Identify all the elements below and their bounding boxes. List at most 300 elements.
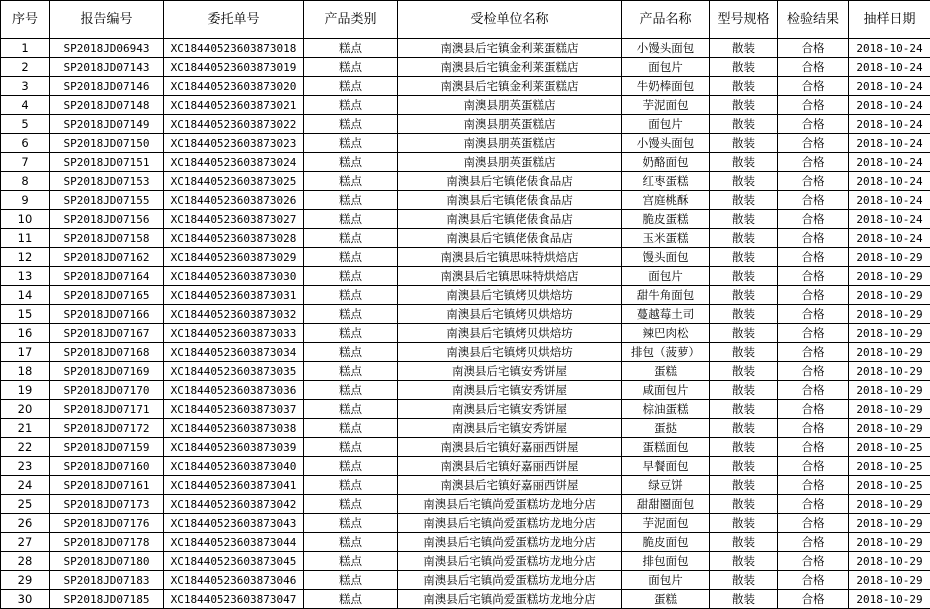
cell-category: 糕点 xyxy=(304,514,398,533)
cell-unit-name: 南澳县后宅镇好嘉丽西饼屋 xyxy=(398,438,622,457)
cell-unit-name: 南澳县后宅镇金利莱蛋糕店 xyxy=(398,77,622,96)
cell-product-name: 面包片 xyxy=(622,58,710,77)
cell-seq: 16 xyxy=(1,324,50,343)
cell-sample-date: 2018-10-24 xyxy=(849,229,930,248)
cell-entrust-no: XC18440523603873034 xyxy=(164,343,304,362)
cell-spec: 散装 xyxy=(710,552,778,571)
cell-category: 糕点 xyxy=(304,438,398,457)
cell-entrust-no: XC18440523603873021 xyxy=(164,96,304,115)
header-spec: 型号规格 xyxy=(710,1,778,39)
cell-entrust-no: XC18440523603873020 xyxy=(164,77,304,96)
table-row xyxy=(1,77,930,96)
cell-result: 合格 xyxy=(778,96,849,115)
cell-product-name: 脆皮蛋糕 xyxy=(622,210,710,229)
cell-sample-date: 2018-10-29 xyxy=(849,533,930,552)
cell-entrust-no: XC18440523603873044 xyxy=(164,533,304,552)
cell-sample-date: 2018-10-24 xyxy=(849,210,930,229)
cell-result: 合格 xyxy=(778,229,849,248)
cell-entrust-no: XC18440523603873042 xyxy=(164,495,304,514)
table-row xyxy=(1,476,930,495)
cell-product-name: 辣巴肉松 xyxy=(622,324,710,343)
cell-result: 合格 xyxy=(778,495,849,514)
cell-category: 糕点 xyxy=(304,305,398,324)
cell-spec: 散装 xyxy=(710,362,778,381)
cell-result: 合格 xyxy=(778,514,849,533)
cell-unit-name: 南澳县后宅镇烤贝烘焙坊 xyxy=(398,286,622,305)
cell-seq: 13 xyxy=(1,267,50,286)
cell-report-no: SP2018JD07153 xyxy=(50,172,164,191)
cell-category: 糕点 xyxy=(304,400,398,419)
cell-seq: 24 xyxy=(1,476,50,495)
cell-result: 合格 xyxy=(778,457,849,476)
cell-entrust-no: XC18440523603873045 xyxy=(164,552,304,571)
cell-spec: 散装 xyxy=(710,590,778,609)
cell-unit-name: 南澳县后宅镇思味特烘焙店 xyxy=(398,248,622,267)
cell-report-no: SP2018JD07169 xyxy=(50,362,164,381)
cell-seq: 2 xyxy=(1,58,50,77)
cell-result: 合格 xyxy=(778,533,849,552)
cell-category: 糕点 xyxy=(304,58,398,77)
cell-report-no: SP2018JD07164 xyxy=(50,267,164,286)
cell-product-name: 脆皮面包 xyxy=(622,533,710,552)
cell-product-name: 甜甜圈面包 xyxy=(622,495,710,514)
cell-spec: 散装 xyxy=(710,267,778,286)
cell-unit-name: 南澳县朋英蛋糕店 xyxy=(398,153,622,172)
cell-result: 合格 xyxy=(778,286,849,305)
cell-seq: 10 xyxy=(1,210,50,229)
cell-result: 合格 xyxy=(778,58,849,77)
cell-unit-name: 南澳县后宅镇佬俵食品店 xyxy=(398,191,622,210)
cell-unit-name: 南澳县后宅镇佬俵食品店 xyxy=(398,210,622,229)
cell-product-name: 甜牛角面包 xyxy=(622,286,710,305)
table-row xyxy=(1,96,930,115)
cell-spec: 散装 xyxy=(710,153,778,172)
cell-seq: 21 xyxy=(1,419,50,438)
cell-unit-name: 南澳县后宅镇尚爱蛋糕坊龙地分店 xyxy=(398,590,622,609)
cell-spec: 散装 xyxy=(710,191,778,210)
cell-category: 糕点 xyxy=(304,362,398,381)
cell-product-name: 蛋糕 xyxy=(622,362,710,381)
cell-spec: 散装 xyxy=(710,39,778,58)
cell-unit-name: 南澳县后宅镇烤贝烘焙坊 xyxy=(398,305,622,324)
cell-seq: 11 xyxy=(1,229,50,248)
cell-entrust-no: XC18440523603873031 xyxy=(164,286,304,305)
cell-entrust-no: XC18440523603873047 xyxy=(164,590,304,609)
cell-product-name: 蛋挞 xyxy=(622,419,710,438)
cell-seq: 5 xyxy=(1,115,50,134)
cell-product-name: 小馒头面包 xyxy=(622,39,710,58)
cell-product-name: 排包面包 xyxy=(622,552,710,571)
cell-result: 合格 xyxy=(778,115,849,134)
cell-product-name: 排包（菠萝） xyxy=(622,343,710,362)
cell-entrust-no: XC18440523603873028 xyxy=(164,229,304,248)
cell-sample-date: 2018-10-24 xyxy=(849,115,930,134)
cell-sample-date: 2018-10-29 xyxy=(849,419,930,438)
cell-category: 糕点 xyxy=(304,77,398,96)
cell-product-name: 芋泥面包 xyxy=(622,514,710,533)
cell-spec: 散装 xyxy=(710,248,778,267)
table-row xyxy=(1,457,930,476)
table-row xyxy=(1,210,930,229)
table-row xyxy=(1,172,930,191)
cell-spec: 散装 xyxy=(710,400,778,419)
cell-seq: 20 xyxy=(1,400,50,419)
cell-unit-name: 南澳县朋英蛋糕店 xyxy=(398,134,622,153)
cell-sample-date: 2018-10-29 xyxy=(849,495,930,514)
cell-sample-date: 2018-10-24 xyxy=(849,39,930,58)
cell-result: 合格 xyxy=(778,39,849,58)
cell-entrust-no: XC18440523603873032 xyxy=(164,305,304,324)
cell-unit-name: 南澳县后宅镇安秀饼屋 xyxy=(398,362,622,381)
table-row xyxy=(1,400,930,419)
cell-product-name: 宫庭桃酥 xyxy=(622,191,710,210)
cell-category: 糕点 xyxy=(304,115,398,134)
cell-category: 糕点 xyxy=(304,533,398,552)
cell-spec: 散装 xyxy=(710,381,778,400)
cell-unit-name: 南澳县后宅镇烤贝烘焙坊 xyxy=(398,324,622,343)
cell-result: 合格 xyxy=(778,571,849,590)
cell-entrust-no: XC18440523603873018 xyxy=(164,39,304,58)
cell-product-name: 红枣蛋糕 xyxy=(622,172,710,191)
cell-category: 糕点 xyxy=(304,153,398,172)
cell-entrust-no: XC18440523603873037 xyxy=(164,400,304,419)
cell-seq: 18 xyxy=(1,362,50,381)
cell-spec: 散装 xyxy=(710,172,778,191)
cell-unit-name: 南澳县后宅镇安秀饼屋 xyxy=(398,419,622,438)
cell-unit-name: 南澳县后宅镇尚爱蛋糕坊龙地分店 xyxy=(398,571,622,590)
cell-result: 合格 xyxy=(778,438,849,457)
cell-unit-name: 南澳县后宅镇好嘉丽西饼屋 xyxy=(398,457,622,476)
cell-product-name: 芋泥面包 xyxy=(622,96,710,115)
cell-sample-date: 2018-10-25 xyxy=(849,438,930,457)
cell-seq: 9 xyxy=(1,191,50,210)
cell-product-name: 蛋糕面包 xyxy=(622,438,710,457)
cell-sample-date: 2018-10-24 xyxy=(849,96,930,115)
cell-category: 糕点 xyxy=(304,590,398,609)
cell-seq: 1 xyxy=(1,39,50,58)
cell-category: 糕点 xyxy=(304,324,398,343)
cell-seq: 22 xyxy=(1,438,50,457)
cell-entrust-no: XC18440523603873030 xyxy=(164,267,304,286)
cell-result: 合格 xyxy=(778,419,849,438)
cell-report-no: SP2018JD07172 xyxy=(50,419,164,438)
cell-seq: 27 xyxy=(1,533,50,552)
table-row xyxy=(1,381,930,400)
cell-report-no: SP2018JD07146 xyxy=(50,77,164,96)
cell-result: 合格 xyxy=(778,381,849,400)
cell-category: 糕点 xyxy=(304,381,398,400)
cell-result: 合格 xyxy=(778,552,849,571)
cell-sample-date: 2018-10-29 xyxy=(849,248,930,267)
cell-seq: 7 xyxy=(1,153,50,172)
cell-entrust-no: XC18440523603873043 xyxy=(164,514,304,533)
cell-unit-name: 南澳县后宅镇尚爱蛋糕坊龙地分店 xyxy=(398,552,622,571)
cell-sample-date: 2018-10-25 xyxy=(849,476,930,495)
cell-seq: 12 xyxy=(1,248,50,267)
cell-category: 糕点 xyxy=(304,248,398,267)
cell-category: 糕点 xyxy=(304,96,398,115)
cell-sample-date: 2018-10-24 xyxy=(849,172,930,191)
cell-sample-date: 2018-10-24 xyxy=(849,58,930,77)
cell-sample-date: 2018-10-24 xyxy=(849,134,930,153)
table-row xyxy=(1,267,930,286)
cell-spec: 散装 xyxy=(710,58,778,77)
table-row xyxy=(1,438,930,457)
cell-spec: 散装 xyxy=(710,286,778,305)
cell-sample-date: 2018-10-29 xyxy=(849,590,930,609)
table-row xyxy=(1,58,930,77)
cell-product-name: 馒头面包 xyxy=(622,248,710,267)
cell-unit-name: 南澳县后宅镇金利莱蛋糕店 xyxy=(398,58,622,77)
cell-category: 糕点 xyxy=(304,571,398,590)
cell-category: 糕点 xyxy=(304,39,398,58)
header-product-name: 产品名称 xyxy=(622,1,710,39)
cell-result: 合格 xyxy=(778,172,849,191)
table-row xyxy=(1,191,930,210)
cell-spec: 散装 xyxy=(710,305,778,324)
cell-category: 糕点 xyxy=(304,229,398,248)
cell-report-no: SP2018JD07148 xyxy=(50,96,164,115)
cell-unit-name: 南澳县后宅镇佬俵食品店 xyxy=(398,229,622,248)
table-row xyxy=(1,324,930,343)
cell-product-name: 蛋糕 xyxy=(622,590,710,609)
cell-category: 糕点 xyxy=(304,495,398,514)
table-row xyxy=(1,495,930,514)
cell-report-no: SP2018JD07151 xyxy=(50,153,164,172)
cell-product-name: 玉米蛋糕 xyxy=(622,229,710,248)
cell-entrust-no: XC18440523603873023 xyxy=(164,134,304,153)
cell-entrust-no: XC18440523603873038 xyxy=(164,419,304,438)
cell-seq: 17 xyxy=(1,343,50,362)
cell-category: 糕点 xyxy=(304,552,398,571)
cell-unit-name: 南澳县后宅镇思味特烘焙店 xyxy=(398,267,622,286)
cell-report-no: SP2018JD07167 xyxy=(50,324,164,343)
cell-spec: 散装 xyxy=(710,514,778,533)
cell-spec: 散装 xyxy=(710,533,778,552)
cell-entrust-no: XC18440523603873040 xyxy=(164,457,304,476)
cell-category: 糕点 xyxy=(304,286,398,305)
cell-seq: 4 xyxy=(1,96,50,115)
cell-sample-date: 2018-10-29 xyxy=(849,514,930,533)
cell-entrust-no: XC18440523603873029 xyxy=(164,248,304,267)
table-row xyxy=(1,115,930,134)
cell-seq: 23 xyxy=(1,457,50,476)
cell-sample-date: 2018-10-24 xyxy=(849,191,930,210)
cell-category: 糕点 xyxy=(304,191,398,210)
cell-sample-date: 2018-10-29 xyxy=(849,343,930,362)
cell-seq: 8 xyxy=(1,172,50,191)
cell-report-no: SP2018JD07162 xyxy=(50,248,164,267)
table-row xyxy=(1,419,930,438)
cell-category: 糕点 xyxy=(304,210,398,229)
table-row xyxy=(1,533,930,552)
cell-spec: 散装 xyxy=(710,476,778,495)
table-row xyxy=(1,362,930,381)
table-row xyxy=(1,39,930,58)
cell-report-no: SP2018JD07183 xyxy=(50,571,164,590)
cell-entrust-no: XC18440523603873035 xyxy=(164,362,304,381)
cell-sample-date: 2018-10-29 xyxy=(849,324,930,343)
cell-spec: 散装 xyxy=(710,495,778,514)
cell-entrust-no: XC18440523603873041 xyxy=(164,476,304,495)
cell-product-name: 早餐面包 xyxy=(622,457,710,476)
cell-report-no: SP2018JD07180 xyxy=(50,552,164,571)
table-row xyxy=(1,343,930,362)
cell-spec: 散装 xyxy=(710,210,778,229)
cell-sample-date: 2018-10-29 xyxy=(849,362,930,381)
cell-sample-date: 2018-10-29 xyxy=(849,552,930,571)
cell-report-no: SP2018JD07143 xyxy=(50,58,164,77)
cell-unit-name: 南澳县后宅镇烤贝烘焙坊 xyxy=(398,343,622,362)
cell-report-no: SP2018JD06943 xyxy=(50,39,164,58)
cell-entrust-no: XC18440523603873025 xyxy=(164,172,304,191)
cell-category: 糕点 xyxy=(304,419,398,438)
cell-report-no: SP2018JD07185 xyxy=(50,590,164,609)
cell-spec: 散装 xyxy=(710,229,778,248)
cell-entrust-no: XC18440523603873019 xyxy=(164,58,304,77)
cell-product-name: 咸面包片 xyxy=(622,381,710,400)
cell-report-no: SP2018JD07149 xyxy=(50,115,164,134)
cell-report-no: SP2018JD07168 xyxy=(50,343,164,362)
table-header-row xyxy=(1,1,930,39)
cell-result: 合格 xyxy=(778,191,849,210)
cell-seq: 26 xyxy=(1,514,50,533)
cell-report-no: SP2018JD07171 xyxy=(50,400,164,419)
cell-sample-date: 2018-10-29 xyxy=(849,305,930,324)
cell-entrust-no: XC18440523603873039 xyxy=(164,438,304,457)
header-report-no: 报告编号 xyxy=(50,1,164,39)
cell-unit-name: 南澳县后宅镇尚爱蛋糕坊龙地分店 xyxy=(398,495,622,514)
cell-entrust-no: XC18440523603873022 xyxy=(164,115,304,134)
table-row xyxy=(1,305,930,324)
cell-unit-name: 南澳县朋英蛋糕店 xyxy=(398,115,622,134)
header-result: 检验结果 xyxy=(778,1,849,39)
cell-entrust-no: XC18440523603873033 xyxy=(164,324,304,343)
cell-seq: 6 xyxy=(1,134,50,153)
cell-product-name: 牛奶棒面包 xyxy=(622,77,710,96)
cell-entrust-no: XC18440523603873024 xyxy=(164,153,304,172)
cell-category: 糕点 xyxy=(304,343,398,362)
cell-report-no: SP2018JD07155 xyxy=(50,191,164,210)
cell-category: 糕点 xyxy=(304,267,398,286)
cell-entrust-no: XC18440523603873027 xyxy=(164,210,304,229)
cell-report-no: SP2018JD07161 xyxy=(50,476,164,495)
table-row xyxy=(1,571,930,590)
cell-result: 合格 xyxy=(778,400,849,419)
header-unit-name: 受检单位名称 xyxy=(398,1,622,39)
cell-category: 糕点 xyxy=(304,134,398,153)
cell-report-no: SP2018JD07178 xyxy=(50,533,164,552)
cell-result: 合格 xyxy=(778,248,849,267)
cell-unit-name: 南澳县后宅镇安秀饼屋 xyxy=(398,381,622,400)
cell-unit-name: 南澳县后宅镇尚爱蛋糕坊龙地分店 xyxy=(398,514,622,533)
cell-sample-date: 2018-10-24 xyxy=(849,153,930,172)
table-body xyxy=(1,39,930,609)
cell-spec: 散装 xyxy=(710,438,778,457)
header-category: 产品类别 xyxy=(304,1,398,39)
cell-report-no: SP2018JD07165 xyxy=(50,286,164,305)
cell-seq: 19 xyxy=(1,381,50,400)
cell-result: 合格 xyxy=(778,324,849,343)
cell-entrust-no: XC18440523603873046 xyxy=(164,571,304,590)
cell-unit-name: 南澳县朋英蛋糕店 xyxy=(398,96,622,115)
cell-product-name: 小馒头面包 xyxy=(622,134,710,153)
table-row xyxy=(1,590,930,609)
cell-result: 合格 xyxy=(778,77,849,96)
cell-product-name: 面包片 xyxy=(622,115,710,134)
cell-product-name: 绿豆饼 xyxy=(622,476,710,495)
cell-seq: 14 xyxy=(1,286,50,305)
cell-report-no: SP2018JD07166 xyxy=(50,305,164,324)
cell-spec: 散装 xyxy=(710,419,778,438)
cell-result: 合格 xyxy=(778,362,849,381)
cell-seq: 3 xyxy=(1,77,50,96)
cell-spec: 散装 xyxy=(710,571,778,590)
cell-report-no: SP2018JD07173 xyxy=(50,495,164,514)
cell-sample-date: 2018-10-24 xyxy=(849,77,930,96)
cell-result: 合格 xyxy=(778,210,849,229)
cell-report-no: SP2018JD07159 xyxy=(50,438,164,457)
cell-seq: 25 xyxy=(1,495,50,514)
cell-product-name: 奶酪面包 xyxy=(622,153,710,172)
cell-category: 糕点 xyxy=(304,476,398,495)
cell-seq: 30 xyxy=(1,590,50,609)
cell-unit-name: 南澳县后宅镇好嘉丽西饼屋 xyxy=(398,476,622,495)
cell-report-no: SP2018JD07150 xyxy=(50,134,164,153)
cell-spec: 散装 xyxy=(710,324,778,343)
cell-result: 合格 xyxy=(778,305,849,324)
table-row xyxy=(1,286,930,305)
cell-report-no: SP2018JD07176 xyxy=(50,514,164,533)
header-entrust-no: 委托单号 xyxy=(164,1,304,39)
cell-spec: 散装 xyxy=(710,134,778,153)
cell-spec: 散装 xyxy=(710,343,778,362)
cell-seq: 29 xyxy=(1,571,50,590)
cell-sample-date: 2018-10-25 xyxy=(849,457,930,476)
table-row xyxy=(1,153,930,172)
header-sample-date: 抽样日期 xyxy=(849,1,930,39)
cell-spec: 散装 xyxy=(710,115,778,134)
cell-entrust-no: XC18440523603873036 xyxy=(164,381,304,400)
cell-result: 合格 xyxy=(778,590,849,609)
cell-unit-name: 南澳县后宅镇安秀饼屋 xyxy=(398,400,622,419)
table-row xyxy=(1,514,930,533)
cell-unit-name: 南澳县后宅镇尚爱蛋糕坊龙地分店 xyxy=(398,533,622,552)
cell-product-name: 蔓越莓土司 xyxy=(622,305,710,324)
table-row xyxy=(1,248,930,267)
cell-unit-name: 南澳县后宅镇佬俵食品店 xyxy=(398,172,622,191)
cell-seq: 15 xyxy=(1,305,50,324)
cell-seq: 28 xyxy=(1,552,50,571)
cell-result: 合格 xyxy=(778,134,849,153)
table-row xyxy=(1,134,930,153)
cell-result: 合格 xyxy=(778,343,849,362)
cell-report-no: SP2018JD07170 xyxy=(50,381,164,400)
cell-result: 合格 xyxy=(778,476,849,495)
cell-product-name: 棕油蛋糕 xyxy=(622,400,710,419)
cell-category: 糕点 xyxy=(304,172,398,191)
cell-spec: 散装 xyxy=(710,457,778,476)
table-row xyxy=(1,552,930,571)
cell-category: 糕点 xyxy=(304,457,398,476)
table-row xyxy=(1,229,930,248)
cell-report-no: SP2018JD07160 xyxy=(50,457,164,476)
cell-product-name: 面包片 xyxy=(622,267,710,286)
cell-result: 合格 xyxy=(778,267,849,286)
cell-report-no: SP2018JD07156 xyxy=(50,210,164,229)
cell-result: 合格 xyxy=(778,153,849,172)
cell-sample-date: 2018-10-29 xyxy=(849,571,930,590)
